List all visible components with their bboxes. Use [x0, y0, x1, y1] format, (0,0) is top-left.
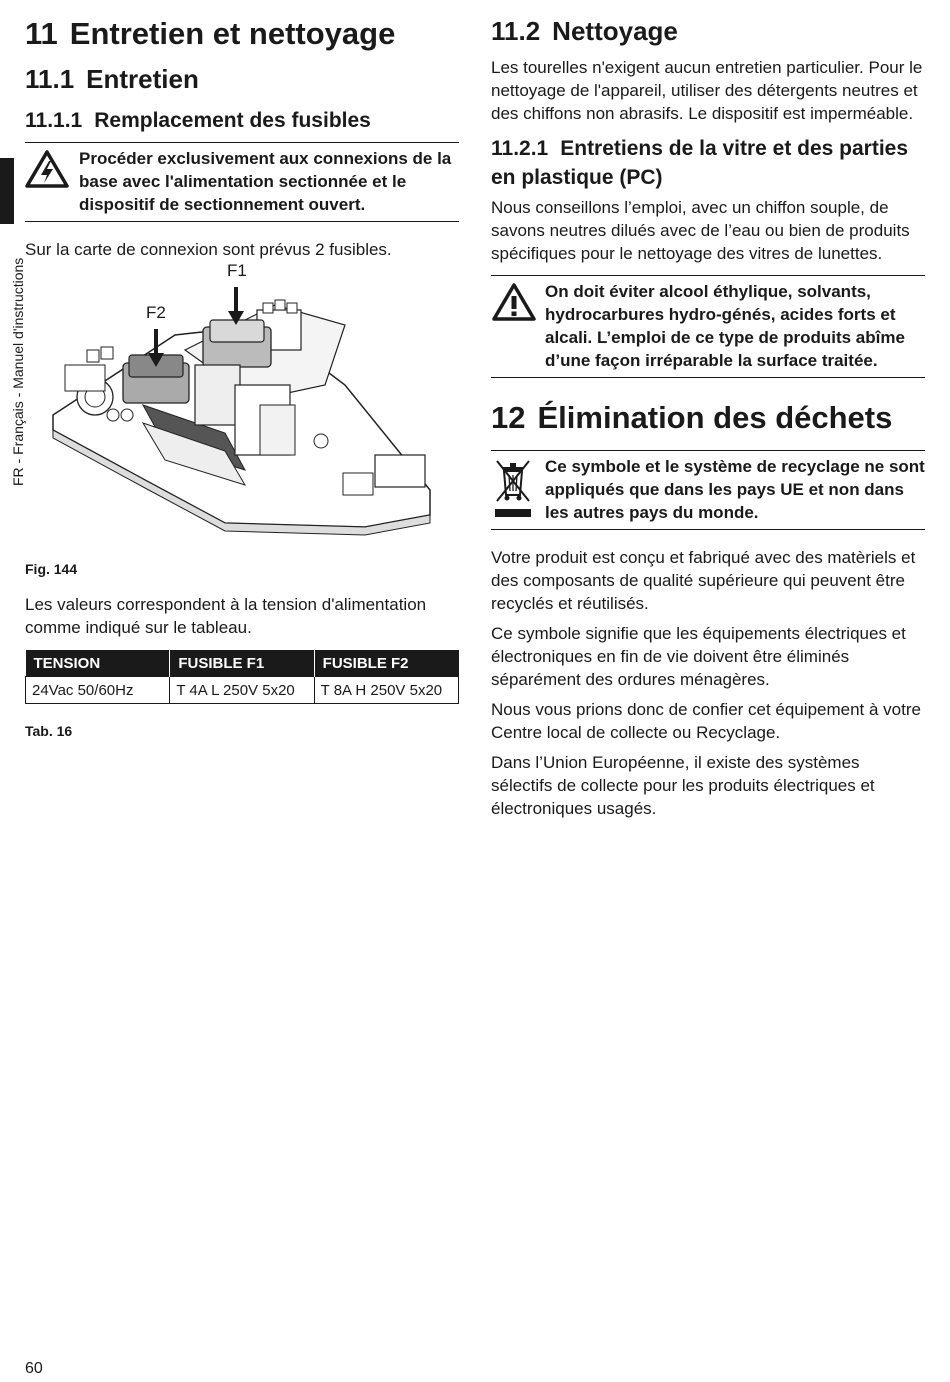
warning-text: Procéder exclusivement aux connexions de la base avec l'alimentation sectionnée et le dispositif de sectionnement ouvert.: [79, 149, 452, 214]
section-12-heading: [491, 398, 925, 438]
weee-notice-text: Ce symbole et le système de recyclage ne sont appliqués que dans les pays UE et non dans les autres pays du monde.: [545, 457, 925, 522]
fuse-table: [25, 650, 459, 704]
weee-notice-box: [491, 450, 925, 530]
disposal-paragraph: Dans l’Union Européenne, il existe des systèmes sélectifs de collecte pour les produits électriques et électroniques usagés.: [491, 753, 875, 818]
disposal-paragraph: Ce symbole signifie que les équipements électriques et électroniques en fin de vie doivent être éliminés séparément des ordures ménagères.: [491, 624, 906, 689]
table-cell: T 8A H 250V 5x20: [314, 677, 458, 704]
table-row: [26, 677, 459, 704]
section-11-1-heading: [25, 62, 459, 96]
table-cell: 24Vac 50/60Hz: [26, 677, 170, 704]
table-header-cell: FUSIBLE F1: [170, 650, 314, 677]
section-11-2-1-heading: [491, 134, 925, 192]
weee-bin-icon: [491, 455, 545, 521]
section-number: 11.1.1: [25, 109, 83, 132]
f1-label: F1: [227, 261, 247, 280]
f2-label: F2: [146, 303, 166, 322]
section-11-1-1-heading: [25, 106, 459, 135]
table-cell: T 4A L 250V 5x20: [170, 677, 314, 704]
cleaning-text: Les tourelles n'exigent aucun entretien particulier. Pour le nettoyage de l'appareil, utiliser des détergents neutres et des chiffons non abrasifs. Le dispositif est imperméable.: [491, 58, 923, 123]
right-column: [491, 14, 925, 820]
section-number: 11.2.1: [491, 137, 549, 160]
section-number: 11.2: [491, 16, 541, 46]
connection-board-illustration: [25, 265, 459, 555]
section-title: Élimination des déchets: [537, 400, 893, 435]
side-tab-marker: [0, 158, 14, 224]
section-11-2-heading: [491, 14, 925, 48]
table-header-row: [26, 650, 459, 677]
section-title: Entretien: [86, 64, 199, 94]
electrical-hazard-icon: [25, 147, 79, 189]
section-title: Entretiens de la vitre et des parties en plastique (PC): [491, 137, 909, 189]
side-label: FR - Français - Manuel d'instructions: [10, 257, 26, 486]
left-column: [25, 14, 459, 743]
figure-caption: Fig. 144: [25, 561, 78, 577]
electrical-warning-box: [25, 142, 459, 222]
values-text: Les valeurs correspondent à la tension d'alimentation comme indiqué sur le tableau.: [25, 595, 427, 637]
warning-icon: [491, 280, 545, 322]
section-title: Remplacement des fusibles: [94, 109, 371, 132]
fuse-board-figure: [25, 261, 459, 555]
section-title: Nettoyage: [552, 16, 678, 46]
warning-text: On doit éviter alcool éthylique, solvants, hydrocarbures hydro-génés, acides forts et alcali. L’emploi de ce type de produits abîme d’une façon irréparable la surface traitée.: [545, 282, 905, 370]
section-number: 11: [25, 16, 58, 51]
section-number: 12: [491, 400, 526, 435]
table-caption: Tab. 16: [25, 723, 73, 739]
disposal-paragraph: Nous vous prions donc de confier cet équipement à votre Centre local de collecte ou Recyclage.: [491, 700, 921, 742]
section-11-heading: [25, 14, 459, 54]
page-number: 60: [25, 1360, 43, 1377]
table-header-cell: FUSIBLE F2: [314, 650, 458, 677]
fuse-intro-text: Sur la carte de connexion sont prévus 2 fusibles.: [25, 240, 392, 259]
table-header-cell: TENSION: [26, 650, 170, 677]
section-title: Entretien et nettoyage: [69, 16, 396, 51]
glass-cleaning-text: Nous conseillons l’emploi, avec un chiffon souple, de savons neutres dilués avec de l’eau ou bien de produits spécifiques pour le nettoyage des vitres de lunettes.: [491, 198, 910, 263]
disposal-paragraph: Votre produit est conçu et fabriqué avec des matèriels et des composants de qualité supérieure qui peuvent être recyclés et réutilisés.: [491, 548, 916, 613]
section-number: 11.1: [25, 64, 75, 94]
chemical-warning-box: [491, 275, 925, 378]
